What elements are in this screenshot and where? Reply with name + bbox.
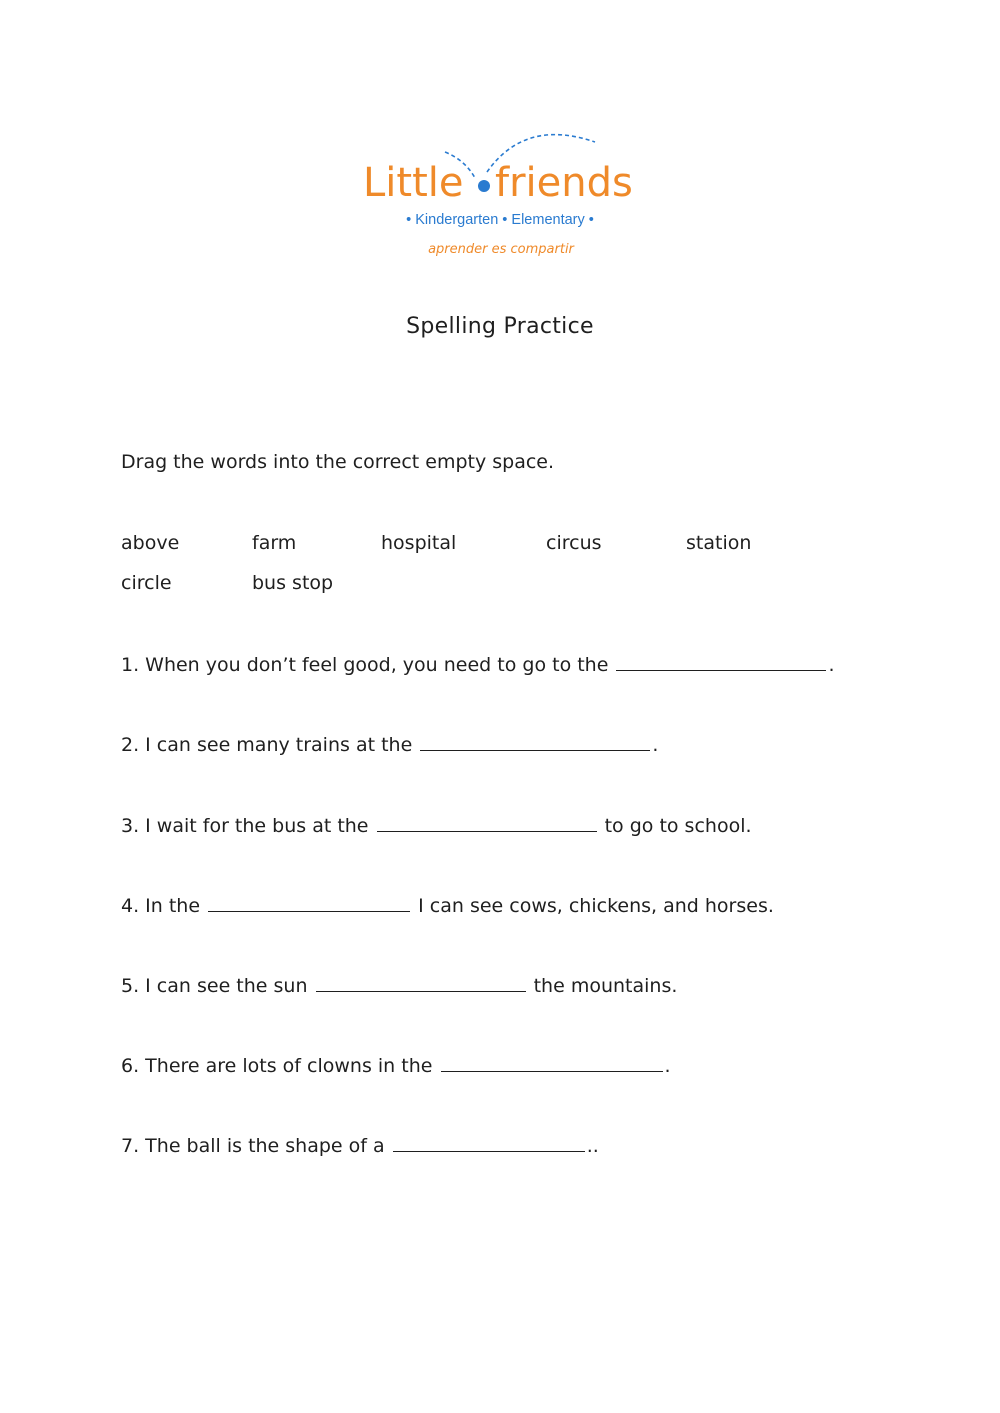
answer-blank-3[interactable] — [377, 813, 597, 832]
sentence-6 — [121, 1053, 671, 1077]
sentence-3 — [121, 813, 752, 837]
sentence-2 — [121, 732, 658, 756]
page-title: Spelling Practice — [406, 314, 594, 339]
sentence-1 — [121, 652, 835, 676]
sentence-5-after: the mountains. — [533, 975, 678, 997]
sentence-4-before: 4. In the — [121, 895, 201, 917]
answer-blank-4[interactable] — [208, 893, 410, 912]
logo-brand-left: Little — [363, 160, 464, 206]
answer-blank-5[interactable] — [316, 973, 526, 992]
sentence-1-after: . — [828, 654, 835, 676]
word-hospital[interactable]: hospital — [381, 532, 457, 554]
sentence-3-after: to go to school. — [604, 815, 752, 837]
sentence-3-before: 3. I wait for the bus at the — [121, 815, 369, 837]
logo-dot — [478, 180, 490, 192]
sentence-4-after: I can see cows, chickens, and horses. — [418, 895, 774, 917]
word-station[interactable]: station — [686, 532, 752, 554]
answer-blank-1[interactable] — [616, 652, 826, 671]
instruction-text: Drag the words into the correct empty space. — [121, 451, 555, 473]
answer-blank-6[interactable] — [441, 1053, 663, 1072]
sentence-2-before: 2. I can see many trains at the — [121, 734, 413, 756]
sentence-5-before: 5. I can see the sun — [121, 975, 308, 997]
sentence-1-before: 1. When you don’t feel good, you need to go to the — [121, 654, 609, 676]
logo-graphic — [355, 120, 645, 270]
word-above[interactable]: above — [121, 532, 180, 554]
word-circle[interactable]: circle — [121, 572, 172, 594]
answer-blank-2[interactable] — [420, 732, 650, 751]
school-logo — [355, 120, 645, 270]
sentence-2-after: . — [652, 734, 659, 756]
sentence-4 — [121, 893, 774, 917]
sentence-7-before: 7. The ball is the shape of a — [121, 1135, 385, 1157]
answer-blank-7[interactable] — [393, 1133, 585, 1152]
word-circus[interactable]: circus — [546, 532, 602, 554]
logo-tagline: • Kindergarten • Elementary • — [406, 212, 594, 228]
logo-brand-right: friends — [495, 160, 633, 206]
logo-motto: aprender es compartir — [428, 242, 574, 257]
sentence-7-after: .. — [586, 1135, 599, 1157]
sentence-6-before: 6. There are lots of clowns in the — [121, 1055, 433, 1077]
sentence-5 — [121, 973, 677, 997]
word-farm[interactable]: farm — [252, 532, 297, 554]
word-bus-stop[interactable]: bus stop — [252, 572, 334, 594]
sentence-7 — [121, 1133, 599, 1157]
sentence-6-after: . — [664, 1055, 671, 1077]
